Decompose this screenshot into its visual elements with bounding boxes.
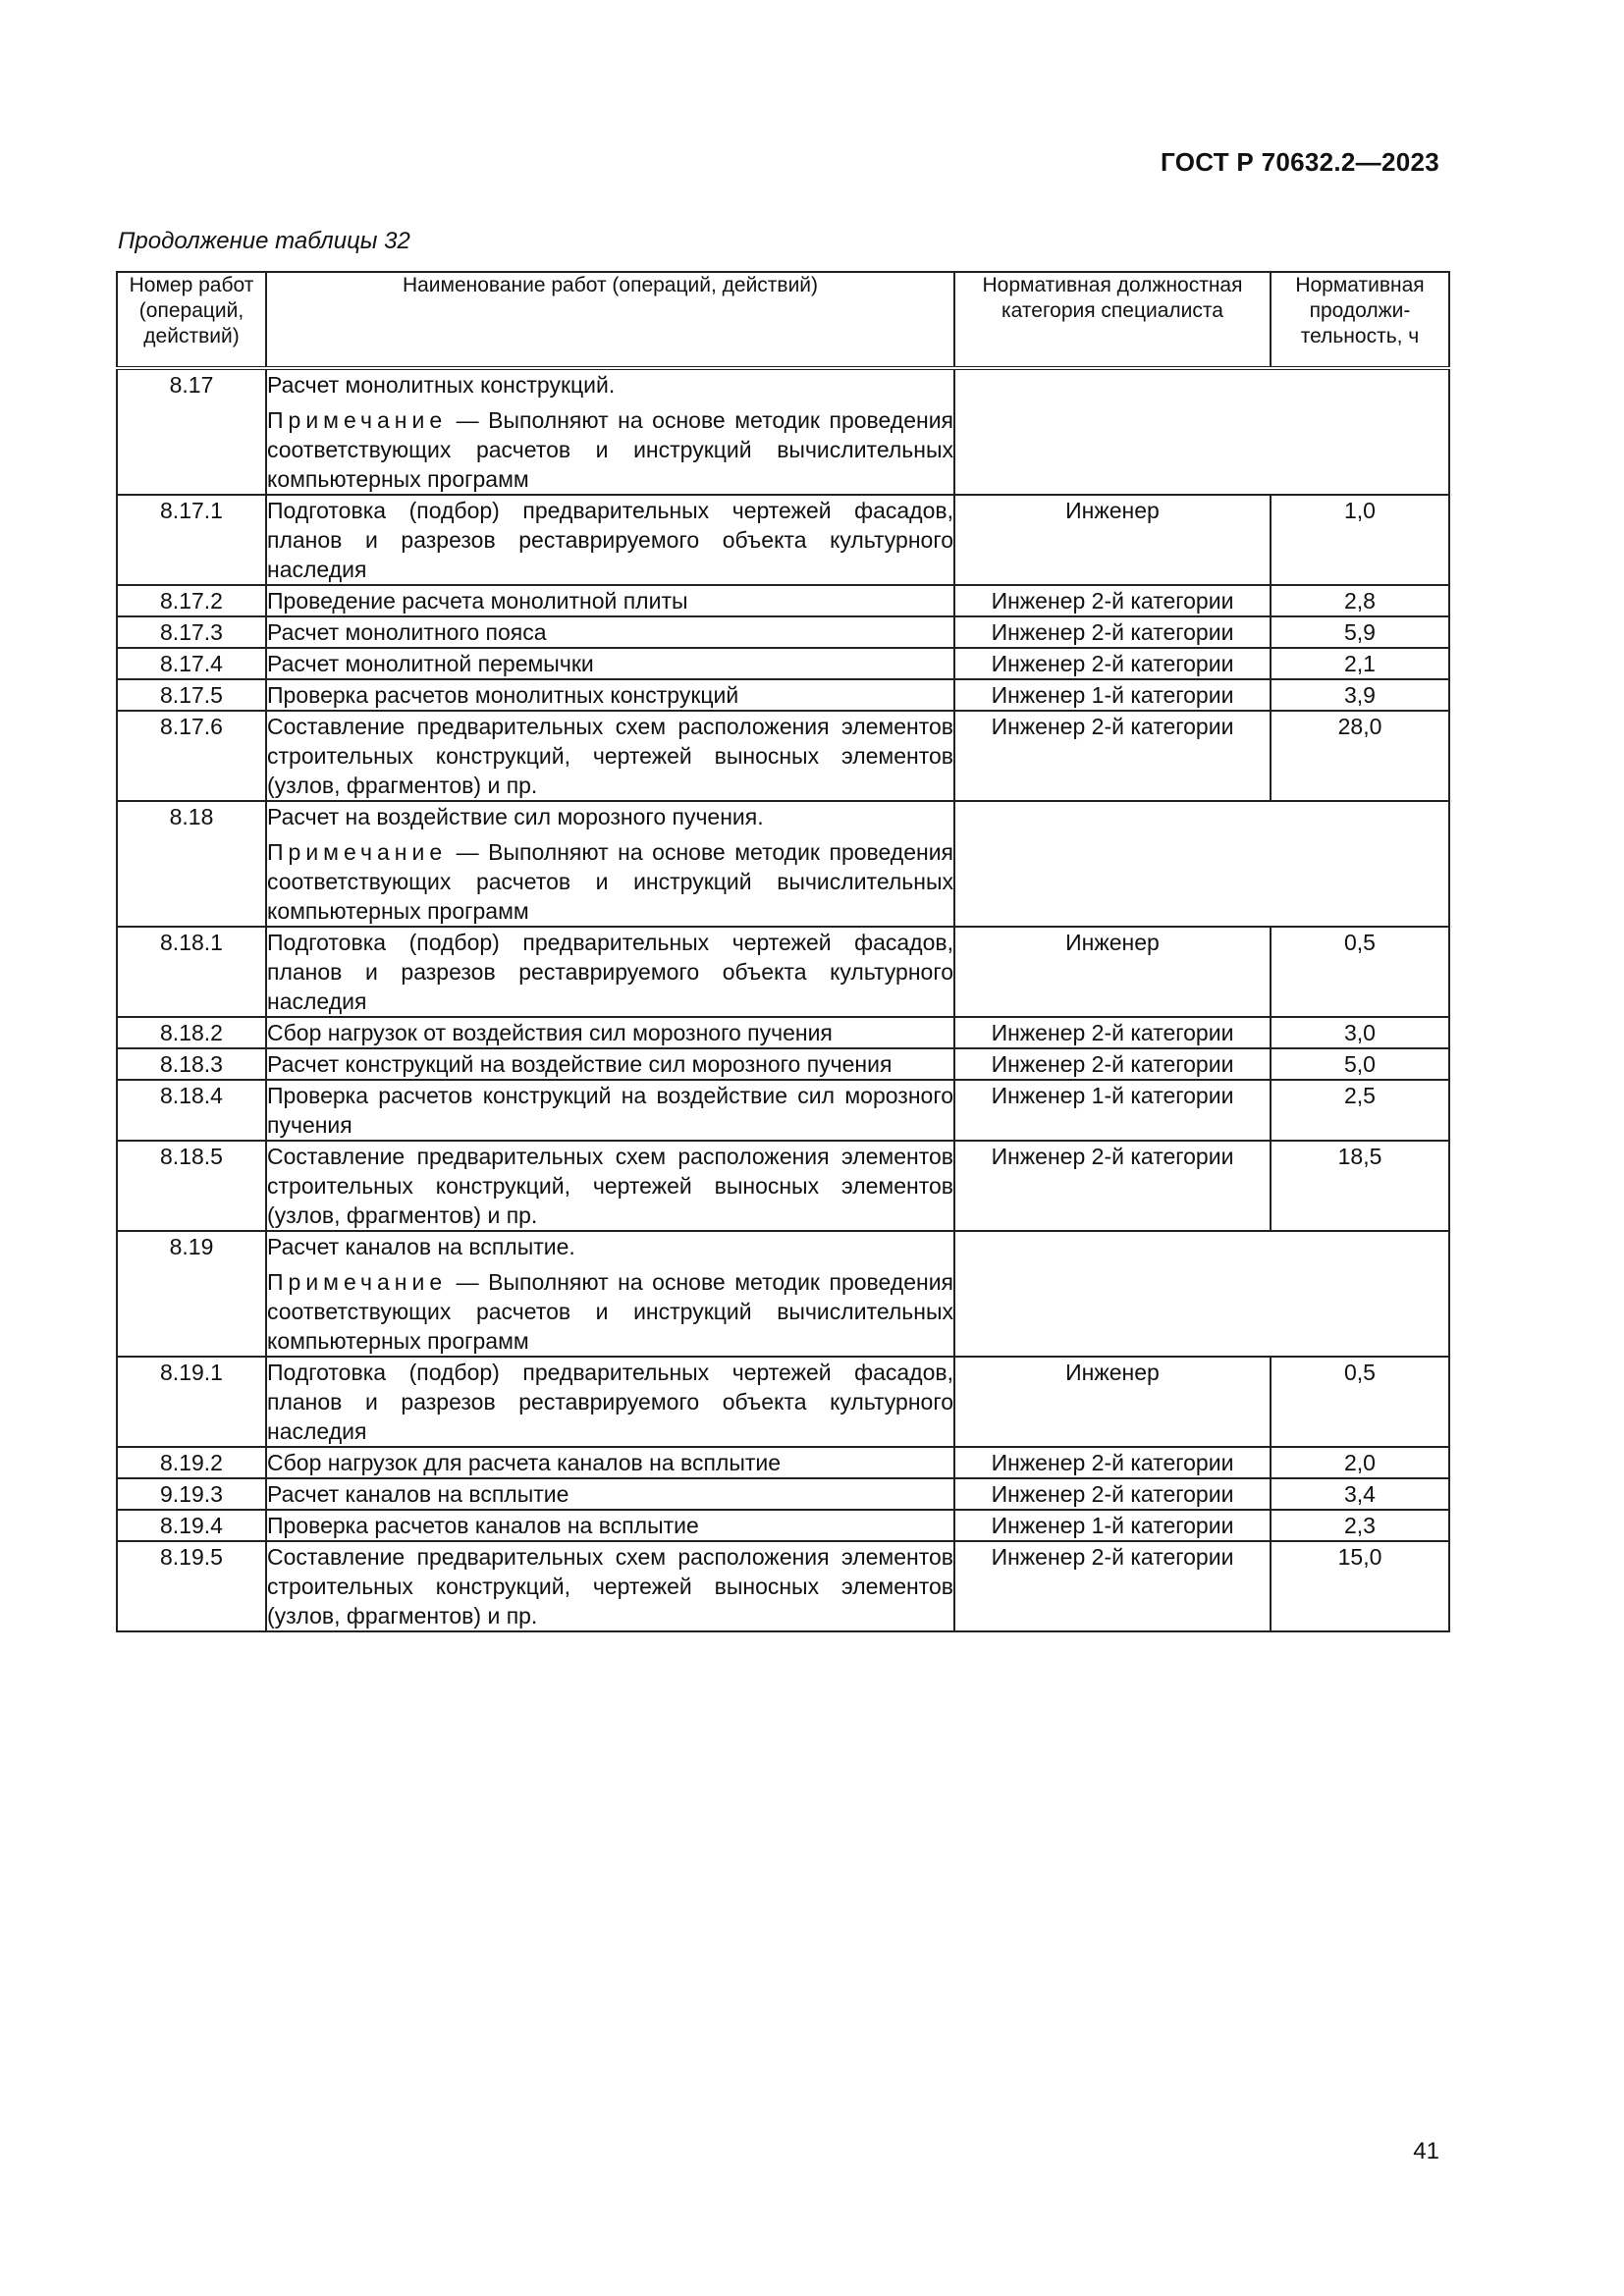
empty-cell [954,368,1449,495]
note-label: Примечание [267,839,448,865]
work-name-cell [266,1048,954,1080]
table-row [117,711,1449,801]
norms-table [116,271,1450,1632]
work-name-cell [266,616,954,648]
table-row [117,801,1449,927]
specialist-category: Инженер [954,927,1271,1017]
work-name: Составление предварительных схем расположения элементов строительных конструкций, чертежей выносных элементов (узлов, фрагментов) и пр. [267,1544,953,1629]
specialist-category: Инженер 2-й категории [954,1048,1271,1080]
table-body [117,368,1449,1631]
table-row [117,495,1449,585]
duration-hours: 18,5 [1271,1141,1449,1231]
work-name: Сбор нагрузок от воздействия сил морозного пучения [267,1020,833,1045]
work-name: Проверка расчетов конструкций на воздействие сил морозного пучения [267,1083,953,1138]
note-label: Примечание [267,407,448,433]
duration-hours: 0,5 [1271,1357,1449,1447]
work-number: 8.18.3 [117,1048,266,1080]
table-row [117,1080,1449,1141]
duration-hours: 15,0 [1271,1541,1449,1631]
duration-hours: 3,0 [1271,1017,1449,1048]
table-row [117,368,1449,495]
work-number: 8.17.5 [117,679,266,711]
work-name: Сбор нагрузок для расчета каналов на всплытие [267,1450,782,1475]
work-name-cell [266,711,954,801]
empty-cell [954,1231,1449,1357]
work-number: 8.19.5 [117,1541,266,1631]
work-note [267,1267,953,1356]
work-name: Расчет конструкций на воздействие сил морозного пучения [267,1051,893,1077]
table-row [117,927,1449,1017]
work-name-cell [266,585,954,616]
column-header-category: Нормативная должностная категория специалиста [954,272,1271,368]
specialist-category: Инженер 2-й категории [954,648,1271,679]
work-name-cell [266,801,954,927]
work-name-cell [266,1478,954,1510]
specialist-category: Инженер 2-й категории [954,585,1271,616]
work-name-cell [266,1141,954,1231]
duration-hours: 3,9 [1271,679,1449,711]
work-name: Расчет монолитных конструкций. [267,372,616,398]
specialist-category: Инженер 2-й категории [954,1541,1271,1631]
duration-hours: 0,5 [1271,927,1449,1017]
note-text: — Выполняют на основе методик проведения соответствующих расчетов и инструкций вычислительных компьютерных программ [267,839,953,924]
table-row [117,679,1449,711]
work-name: Составление предварительных схем расположения элементов строительных конструкций, чертежей выносных элементов (узлов, фрагментов) и пр. [267,714,953,798]
duration-hours: 2,0 [1271,1447,1449,1478]
table-header-row [117,272,1449,368]
specialist-category: Инженер 2-й категории [954,1478,1271,1510]
work-name: Расчет монолитной перемычки [267,651,594,676]
table-row [117,1231,1449,1357]
note-label: Примечание [267,1269,448,1295]
work-name: Расчет каналов на всплытие. [267,1234,575,1259]
work-name-cell [266,1541,954,1631]
work-name-cell [266,927,954,1017]
work-number: 8.17.1 [117,495,266,585]
work-name: Расчет монолитного пояса [267,619,547,645]
duration-hours: 2,1 [1271,648,1449,679]
work-note [267,837,953,926]
column-header-name: Наименование работ (операций, действий) [266,272,954,368]
work-number: 8.17 [117,368,266,495]
work-number: 8.18.2 [117,1017,266,1048]
work-number: 8.18 [117,801,266,927]
work-name: Расчет на воздействие сил морозного пучения. [267,804,764,829]
work-number: 8.19.4 [117,1510,266,1541]
specialist-category: Инженер 2-й категории [954,616,1271,648]
work-name-cell [266,368,954,495]
table-row [117,616,1449,648]
work-name-cell [266,1231,954,1357]
table-row [117,1541,1449,1631]
specialist-category: Инженер 1-й категории [954,1510,1271,1541]
duration-hours: 28,0 [1271,711,1449,801]
specialist-category: Инженер 2-й категории [954,1017,1271,1048]
document-code: ГОСТ Р 70632.2—2023 [1161,147,1439,177]
specialist-category: Инженер [954,495,1271,585]
empty-cell [954,801,1449,927]
table-row [117,1478,1449,1510]
table-row [117,1048,1449,1080]
work-number: 8.17.4 [117,648,266,679]
table-row [117,648,1449,679]
work-name-cell [266,1510,954,1541]
work-name: Проведение расчета монолитной плиты [267,588,688,614]
work-number: 8.19 [117,1231,266,1357]
specialist-category: Инженер [954,1357,1271,1447]
work-number: 8.18.4 [117,1080,266,1141]
duration-hours: 2,3 [1271,1510,1449,1541]
work-number: 8.19.1 [117,1357,266,1447]
work-name: Подготовка (подбор) предварительных чертежей фасадов, планов и разрезов реставрируемого объекта культурного наследия [267,498,953,582]
work-name: Проверка расчетов каналов на всплытие [267,1513,699,1538]
work-name-cell [266,1357,954,1447]
specialist-category: Инженер 1-й категории [954,1080,1271,1141]
table-caption: Продолжение таблицы 32 [118,228,410,254]
work-name-cell [266,1080,954,1141]
work-name: Проверка расчетов монолитных конструкций [267,682,739,708]
specialist-category: Инженер 2-й категории [954,1141,1271,1231]
table-row [117,1510,1449,1541]
note-text: — Выполняют на основе методик проведения соответствующих расчетов и инструкций вычислительных компьютерных программ [267,1269,953,1354]
duration-hours: 5,0 [1271,1048,1449,1080]
table-row [117,1017,1449,1048]
work-number: 8.17.2 [117,585,266,616]
work-note [267,405,953,494]
work-number: 9.19.3 [117,1478,266,1510]
table-row [117,1357,1449,1447]
page-number: 41 [1413,2138,1439,2164]
specialist-category: Инженер 1-й категории [954,679,1271,711]
work-name-cell [266,1017,954,1048]
work-number: 8.19.2 [117,1447,266,1478]
work-name-cell [266,495,954,585]
note-text: — Выполняют на основе методик проведения соответствующих расчетов и инструкций вычислительных компьютерных программ [267,407,953,492]
table-row [117,1141,1449,1231]
duration-hours: 1,0 [1271,495,1449,585]
work-number: 8.17.3 [117,616,266,648]
table-row [117,585,1449,616]
column-header-duration: Нормативная продолжительность, ч [1271,272,1449,368]
work-name: Подготовка (подбор) предварительных чертежей фасадов, планов и разрезов реставрируемого объекта культурного наследия [267,1360,953,1444]
duration-hours: 3,4 [1271,1478,1449,1510]
table-row [117,1447,1449,1478]
work-name: Составление предварительных схем расположения элементов строительных конструкций, чертежей выносных элементов (узлов, фрагментов) и пр. [267,1144,953,1228]
work-name-cell [266,679,954,711]
work-number: 8.18.5 [117,1141,266,1231]
duration-hours: 2,8 [1271,585,1449,616]
specialist-category: Инженер 2-й категории [954,711,1271,801]
work-name: Подготовка (подбор) предварительных чертежей фасадов, планов и разрезов реставрируемого объекта культурного наследия [267,930,953,1014]
work-number: 8.17.6 [117,711,266,801]
column-header-number: Номер работ (операций, действий) [117,272,266,368]
duration-hours: 5,9 [1271,616,1449,648]
work-name: Расчет каналов на всплытие [267,1481,569,1507]
work-number: 8.18.1 [117,927,266,1017]
work-name-cell [266,1447,954,1478]
specialist-category: Инженер 2-й категории [954,1447,1271,1478]
duration-hours: 2,5 [1271,1080,1449,1141]
work-name-cell [266,648,954,679]
